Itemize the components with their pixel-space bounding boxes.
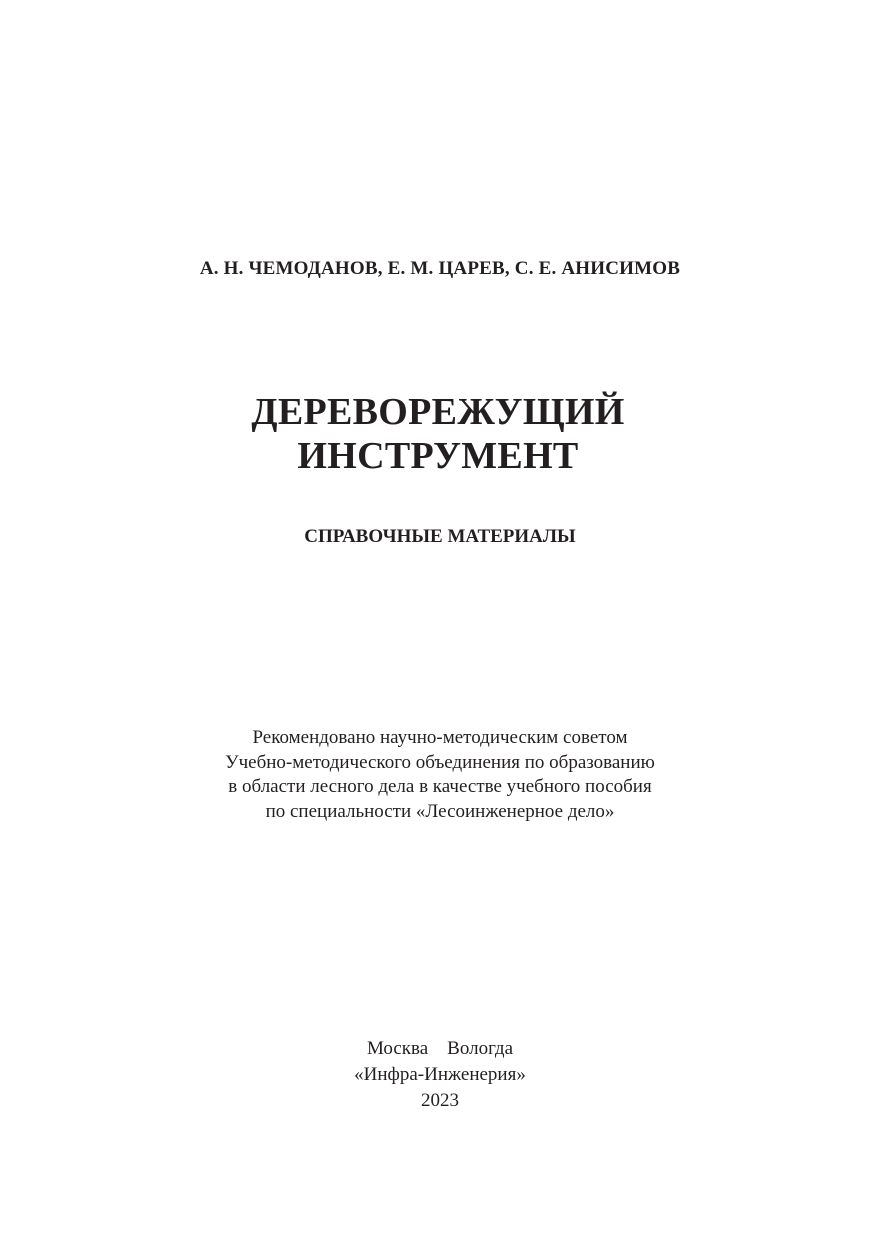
recommendation-line-1: Рекомендовано научно-методическим советом (252, 727, 628, 748)
imprint-city-2: Вологда (447, 1038, 514, 1059)
recommendation-line-3: в области лесного дела в качестве учебного пособия (228, 776, 652, 797)
book-title (0, 390, 876, 478)
imprint (2, 1036, 876, 1114)
book-title-line-2: ИНСТРУМЕНТ (297, 435, 579, 477)
imprint-cities (2, 1036, 876, 1062)
imprint-year: 2023 (421, 1090, 459, 1111)
recommendation-line-2: Учебно-методического объединения по образованию (225, 751, 655, 773)
imprint-publisher: «Инфра-Инженерия» (354, 1064, 526, 1085)
authors: А. Н. ЧЕМОДАНОВ, Е. М. ЦАРЕВ, С. Е. АНИСИМОВ (199, 258, 681, 279)
book-title-line-1: ДЕРЕВОРЕЖУЩИЙ (251, 391, 625, 433)
imprint-city-1: Москва (366, 1038, 429, 1059)
book-subtitle: СПРАВОЧНЫЕ МАТЕРИАЛЫ (304, 526, 576, 547)
recommendation-text (2, 726, 876, 824)
recommendation-line-4: по специальности «Лесоинженерное дело» (265, 800, 615, 822)
